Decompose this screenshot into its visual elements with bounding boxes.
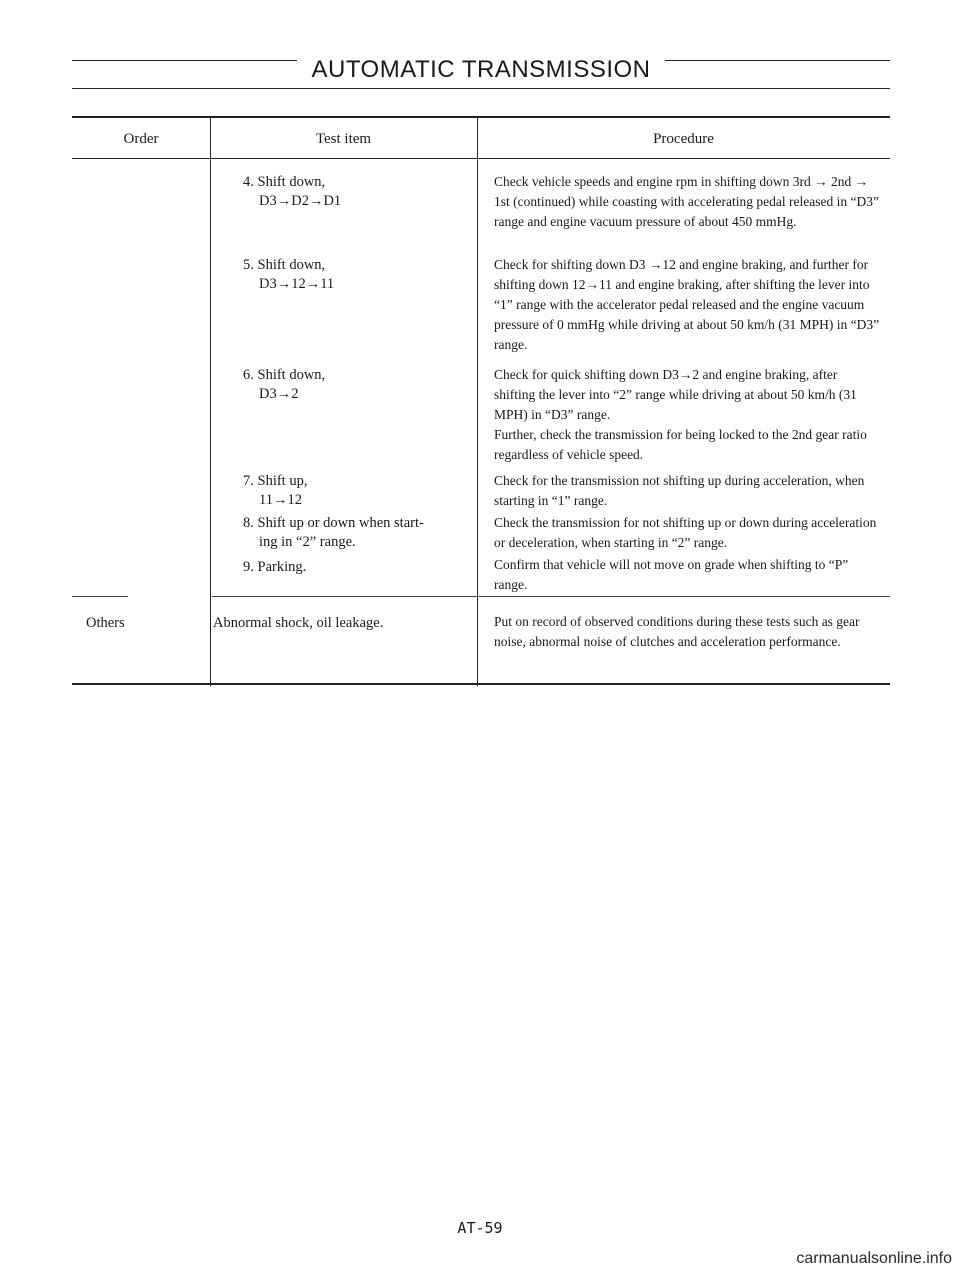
test-item-7 (243, 472, 307, 510)
page-header (72, 52, 890, 92)
test-item-4-sequence: D3→D2→D1 (259, 193, 342, 209)
procedure-5: Check for shifting down D3 →12 and engine braking, and further for shifting down 12→11 and engine braking, after shifting the lever into “1” range with the accelerator pedal released and the engine vacuum pressure of 0 mmHg while driving at about 50 km/h (31 MPH) in “D3” range. (494, 257, 880, 352)
test-item-6-title: 6. Shift down, (243, 367, 326, 383)
table-rule-top (72, 116, 890, 118)
test-item-8-title: 8. Shift up or down when start- (243, 515, 424, 531)
test-item-5 (243, 256, 334, 294)
test-item-5-title: 5. Shift down, (243, 257, 326, 273)
column-header-procedure: Procedure (653, 131, 714, 147)
test-item-7-sequence: 11→12 (259, 492, 302, 508)
procedure-6-note: Further, check the transmission for being locked to the 2nd gear ratio regardless of vehicle speed. (494, 427, 867, 462)
header-rule-bottom (72, 88, 890, 89)
test-item-7-title: 7. Shift up, (243, 473, 308, 489)
test-item-6 (243, 366, 325, 404)
test-table (72, 116, 890, 686)
watermark: carmanualsonline.info (796, 1250, 952, 1267)
column-divider-2 (477, 116, 478, 686)
table-rule-divider-left (72, 596, 128, 597)
procedure-8: Check the transmission for not shifting up or down during acceleration or deceleration, when starting in “2” range. (494, 515, 877, 550)
test-item-others: Abnormal shock, oil leakage. (213, 615, 384, 631)
test-item-8 (243, 514, 424, 552)
column-divider-1 (210, 116, 211, 686)
test-item-4 (243, 173, 341, 211)
column-header-test-item: Test item (315, 131, 372, 147)
column-header-order: Order (123, 131, 159, 147)
table-rule-divider-right (212, 596, 890, 597)
test-item-6-sequence: D3→2 (259, 386, 299, 402)
table-rule-bottom (72, 683, 890, 685)
test-item-4-title: 4. Shift down, (243, 174, 326, 190)
procedure-9: Confirm that vehicle will not move on grade when shifting to “P” range. (494, 557, 849, 592)
test-item-9 (243, 558, 306, 577)
page-title (72, 56, 890, 84)
page-number (0, 1219, 960, 1237)
procedure-others: Put on record of observed conditions during these tests such as gear noise, abnormal noise of clutches and acceleration performance. (494, 614, 860, 649)
page-number-text: AT-59 (457, 1219, 503, 1237)
test-item-9-title: 9. Parking. (243, 559, 307, 575)
order-others: Others (86, 615, 125, 631)
page-title-text: AUTOMATIC TRANSMISSION (297, 56, 664, 83)
procedure-7: Check for the transmission not shifting up during acceleration, when starting in “1” range. (494, 473, 865, 508)
test-item-8-sequence: ing in “2” range. (259, 534, 356, 550)
table-rule-header (72, 158, 890, 159)
procedure-6-text: Check for quick shifting down D3→2 and engine braking, after shifting the lever into “2” range while driving at about 50 km/h (31 MPH) in “D3” range. (494, 367, 857, 422)
procedure-4: Check vehicle speeds and engine rpm in shifting down 3rd → 2nd → 1st (continued) while coasting with accelerating pedal released in “D3” range and engine vacuum pressure of about 450 mmHg. (494, 174, 879, 229)
procedure-6 (494, 365, 880, 465)
test-item-5-sequence: D3→12→11 (259, 276, 335, 292)
